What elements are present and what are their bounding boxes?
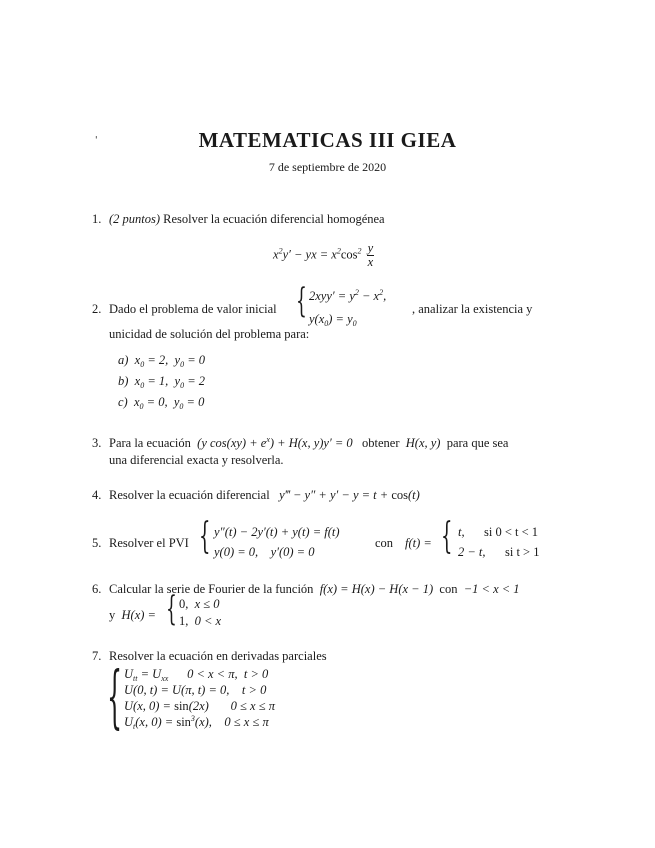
problem-5-con: con xyxy=(375,536,394,550)
problem-5-case-1: t, xyxy=(458,525,465,539)
problem-2-text-before: Dado el problema de valor inicial xyxy=(109,302,277,316)
problem-5-system-line-1: y″(t) − 2y′(t) + y(t) = f(t) xyxy=(214,525,340,539)
problem-4-text: Resolver la ecuación diferencial xyxy=(109,488,270,502)
problem-5-text: Resolver el PVI xyxy=(109,536,189,550)
problem-6-brace: { xyxy=(166,589,177,629)
problem-7-text: Resolver la ecuación en derivadas parciales xyxy=(109,649,327,663)
problem-6-text: Calcular la serie de Fourier de la función xyxy=(109,582,314,596)
problem-3-text-b: obtener xyxy=(362,436,400,450)
item-label: a) xyxy=(118,353,129,367)
problem-6-case-1: 0, x ≤ 0 xyxy=(179,597,220,611)
tick-mark: ' xyxy=(95,136,98,146)
problem-5-case-2: 2 − t, xyxy=(458,545,486,559)
problem-1-text xyxy=(109,212,385,227)
problem-6-case-2: 1, 0 < x xyxy=(179,614,222,628)
problem-5-system-line-2: y(0) = 0, y′(0) = 0 xyxy=(214,545,315,559)
item-expr: $x_0 = 0$, $y_0 = 0$ xyxy=(130,395,205,411)
problem-6-line-2 xyxy=(109,608,156,623)
problem-3-line-1 xyxy=(109,436,508,451)
problem-5-number: 5. xyxy=(92,536,102,550)
problem-6-number: 6. xyxy=(92,582,102,596)
problem-3-text-a: Para la ecuación xyxy=(109,436,191,450)
problem-2-item-c xyxy=(118,395,204,410)
problem-6-function: f(x) = H(x) − H(x − 1) xyxy=(316,582,437,596)
problem-2-item-a xyxy=(118,353,205,368)
problem-6-y: y xyxy=(109,608,116,622)
problem-2-number: 2. xyxy=(92,302,102,316)
problem-2-text-after: , analizar la existencia y xyxy=(412,302,533,316)
problem-3-equation: (y $\cos(xy) + e^x) + H(x$, y)y′ = 0 xyxy=(194,435,359,450)
problem-2-brace: { xyxy=(296,281,307,321)
item-label: c) xyxy=(118,395,128,409)
problem-3-line-2: una diferencial exacta y resolverla. xyxy=(109,453,284,467)
problem-2-system-line-1: $2xyy' = y^2 - x^2$, xyxy=(309,288,387,303)
problem-7-brace: { xyxy=(107,658,123,737)
item-expr: $x_0 = 1$, $y_0 = 2$ xyxy=(131,374,206,390)
item-expr: $x_0 = 2$, $y_0 = 0$ xyxy=(131,353,206,369)
problem-1-points: (2 puntos) xyxy=(109,212,161,226)
problem-7-line-4: $U_t(x$, $0) = \sin^3(x)$, 0 ≤ x ≤ π xyxy=(124,714,269,731)
item-label: b) xyxy=(118,374,129,388)
problem-2-item-b xyxy=(118,374,205,389)
problem-4-line xyxy=(109,488,420,503)
problem-5-si-1: si 0 < t < 1 xyxy=(484,525,539,539)
problem-7-line-1: $U_{tt} = U_{xx}$ 0 < x < π, t > 0 xyxy=(124,667,269,683)
problem-4-equation: y‴ − y″ + y′ − y = t + cos(t) xyxy=(272,488,420,502)
problem-5-si-2: si t > 1 xyxy=(505,545,540,559)
problem-1-number: 1. xyxy=(92,212,102,226)
problem-1-equation: $x^2y'$ − yx = $x^2\cos^2$ $\frac{y}{x}$ xyxy=(273,241,374,269)
problem-1-statement: Resolver la ecuación diferencial homogénea xyxy=(163,212,385,226)
document-date: 7 de septiembre de 2020 xyxy=(268,160,387,174)
problem-6-con: con xyxy=(439,582,458,596)
problem-7-line-2: U(0, t) = U(π, t) = 0, t > 0 xyxy=(124,683,267,697)
problem-5-brace-right: { xyxy=(441,516,453,557)
problem-2-text-line2: unicidad de solución del problema para: xyxy=(109,327,310,341)
problem-6-range: −1 < x < 1 xyxy=(460,582,520,596)
problem-2-system-line-2: $y(x_0) = y_0$ xyxy=(309,312,357,328)
problem-5-f-def: f(t) = xyxy=(405,536,432,550)
problem-3-number: 3. xyxy=(92,436,102,450)
problem-6-h-def: H(x) = xyxy=(118,608,156,622)
problem-3-text-c: para que sea xyxy=(446,436,509,450)
problem-4-number: 4. xyxy=(92,488,102,502)
problem-7-number: 7. xyxy=(92,649,102,663)
problem-3-h: H(x, y) xyxy=(402,436,444,450)
problem-5-brace-left: { xyxy=(199,516,211,557)
document-title: MATEMATICAS III GIEA xyxy=(198,128,457,152)
problem-7-line-3: U(x, 0) = sin(2x) 0 ≤ x ≤ π xyxy=(124,699,275,713)
